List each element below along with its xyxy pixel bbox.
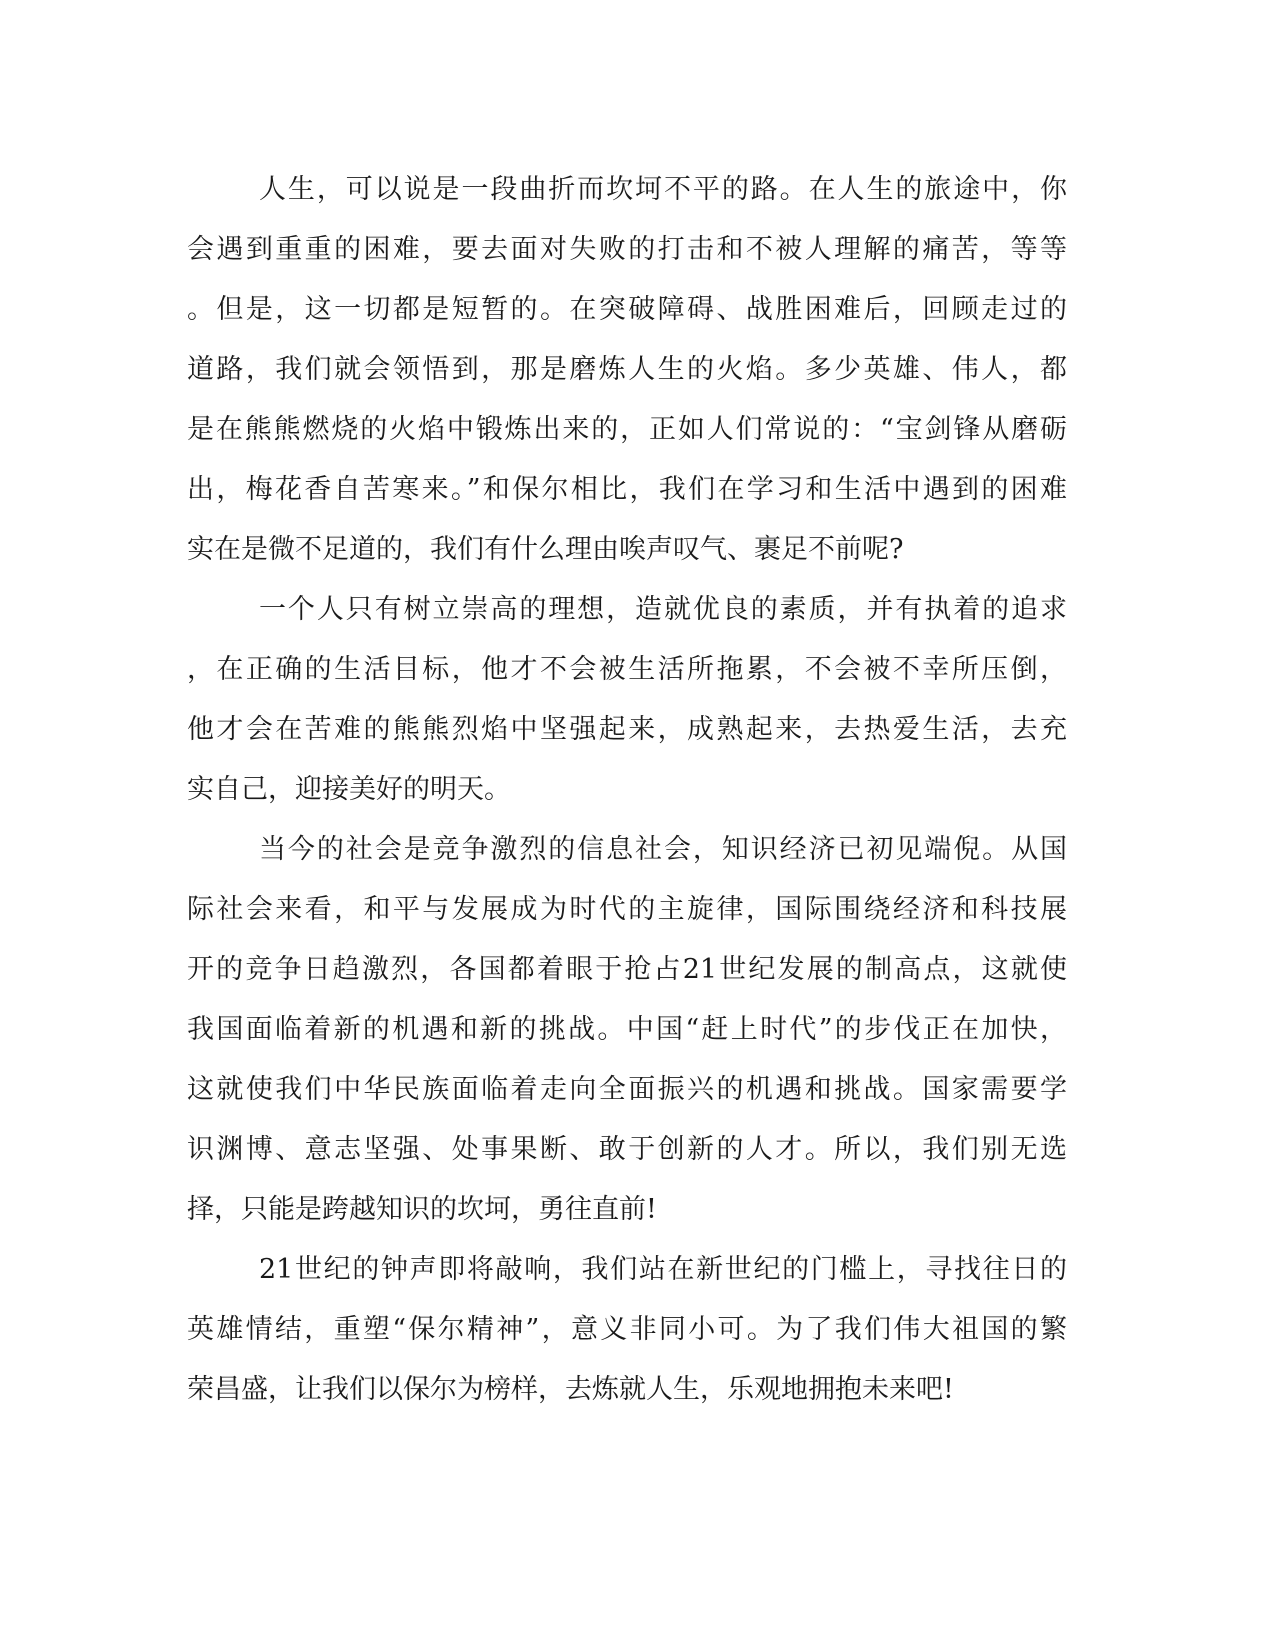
text-line: 实在是微不足道的，我们有什么理由唉声叹气、裹足不前呢? <box>187 534 904 565</box>
text-line: 荣昌盛，让我们以保尔为榜样，去炼就人生，乐观地拥抱未来吧! <box>187 1374 954 1405</box>
text-line: 人生，可以说是一段曲折而坎坷不平的路。在人生的旅途中，你 <box>259 174 1067 205</box>
paragraph-4 <box>187 1240 1067 1420</box>
text-line: 会遇到重重的困难，要去面对失败的打击和不被人理解的痛苦，等等 <box>187 234 1067 265</box>
text-line: 他才会在苦难的熊熊烈焰中坚强起来，成熟起来，去热爱生活，去充 <box>187 714 1067 745</box>
text-line: 实自己，迎接美好的明天。 <box>187 774 511 805</box>
text-line: ，在正确的生活目标，他才不会被生活所拖累，不会被不幸所压倒， <box>187 654 1067 685</box>
text-line: 择，只能是跨越知识的坎坷，勇往直前! <box>187 1194 657 1225</box>
text-line: 我国面临着新的机遇和新的挑战。中国“赶上时代”的步伐正在加快， <box>187 1014 1067 1045</box>
text-line: 出，梅花香自苦寒来。”和保尔相比，我们在学习和生活中遇到的困难 <box>187 474 1067 505</box>
text-line: 21世纪的钟声即将敲响，我们站在新世纪的门槛上，寻找往日的 <box>259 1254 1067 1285</box>
text-line: 英雄情结，重塑“保尔精神”，意义非同小可。为了我们伟大祖国的繁 <box>187 1314 1067 1345</box>
text-line: 识渊博、意志坚强、处事果断、敢于创新的人才。所以，我们别无选 <box>187 1134 1067 1165</box>
text-line: 这就使我们中华民族面临着走向全面振兴的机遇和挑战。国家需要学 <box>187 1074 1067 1105</box>
text-line: 是在熊熊燃烧的火焰中锻炼出来的，正如人们常说的：“宝剑锋从磨砺 <box>187 414 1067 445</box>
text-line: 。但是，这一切都是短暂的。在突破障碍、战胜困难后，回顾走过的 <box>187 294 1067 325</box>
paragraph-3 <box>187 820 1067 1240</box>
text-line: 际社会来看，和平与发展成为时代的主旋律，国际围绕经济和科技展 <box>187 894 1067 925</box>
document-body <box>187 160 1067 1420</box>
paragraph-2 <box>187 580 1067 820</box>
paragraph-1 <box>187 160 1067 580</box>
text-line: 一个人只有树立崇高的理想，造就优良的素质，并有执着的追求 <box>259 594 1067 625</box>
text-line: 道路，我们就会领悟到，那是磨炼人生的火焰。多少英雄、伟人，都 <box>187 354 1067 385</box>
text-line: 当今的社会是竞争激烈的信息社会，知识经济已初见端倪。从国 <box>259 834 1067 865</box>
text-line: 开的竞争日趋激烈，各国都着眼于抢占21世纪发展的制高点，这就使 <box>187 954 1067 985</box>
